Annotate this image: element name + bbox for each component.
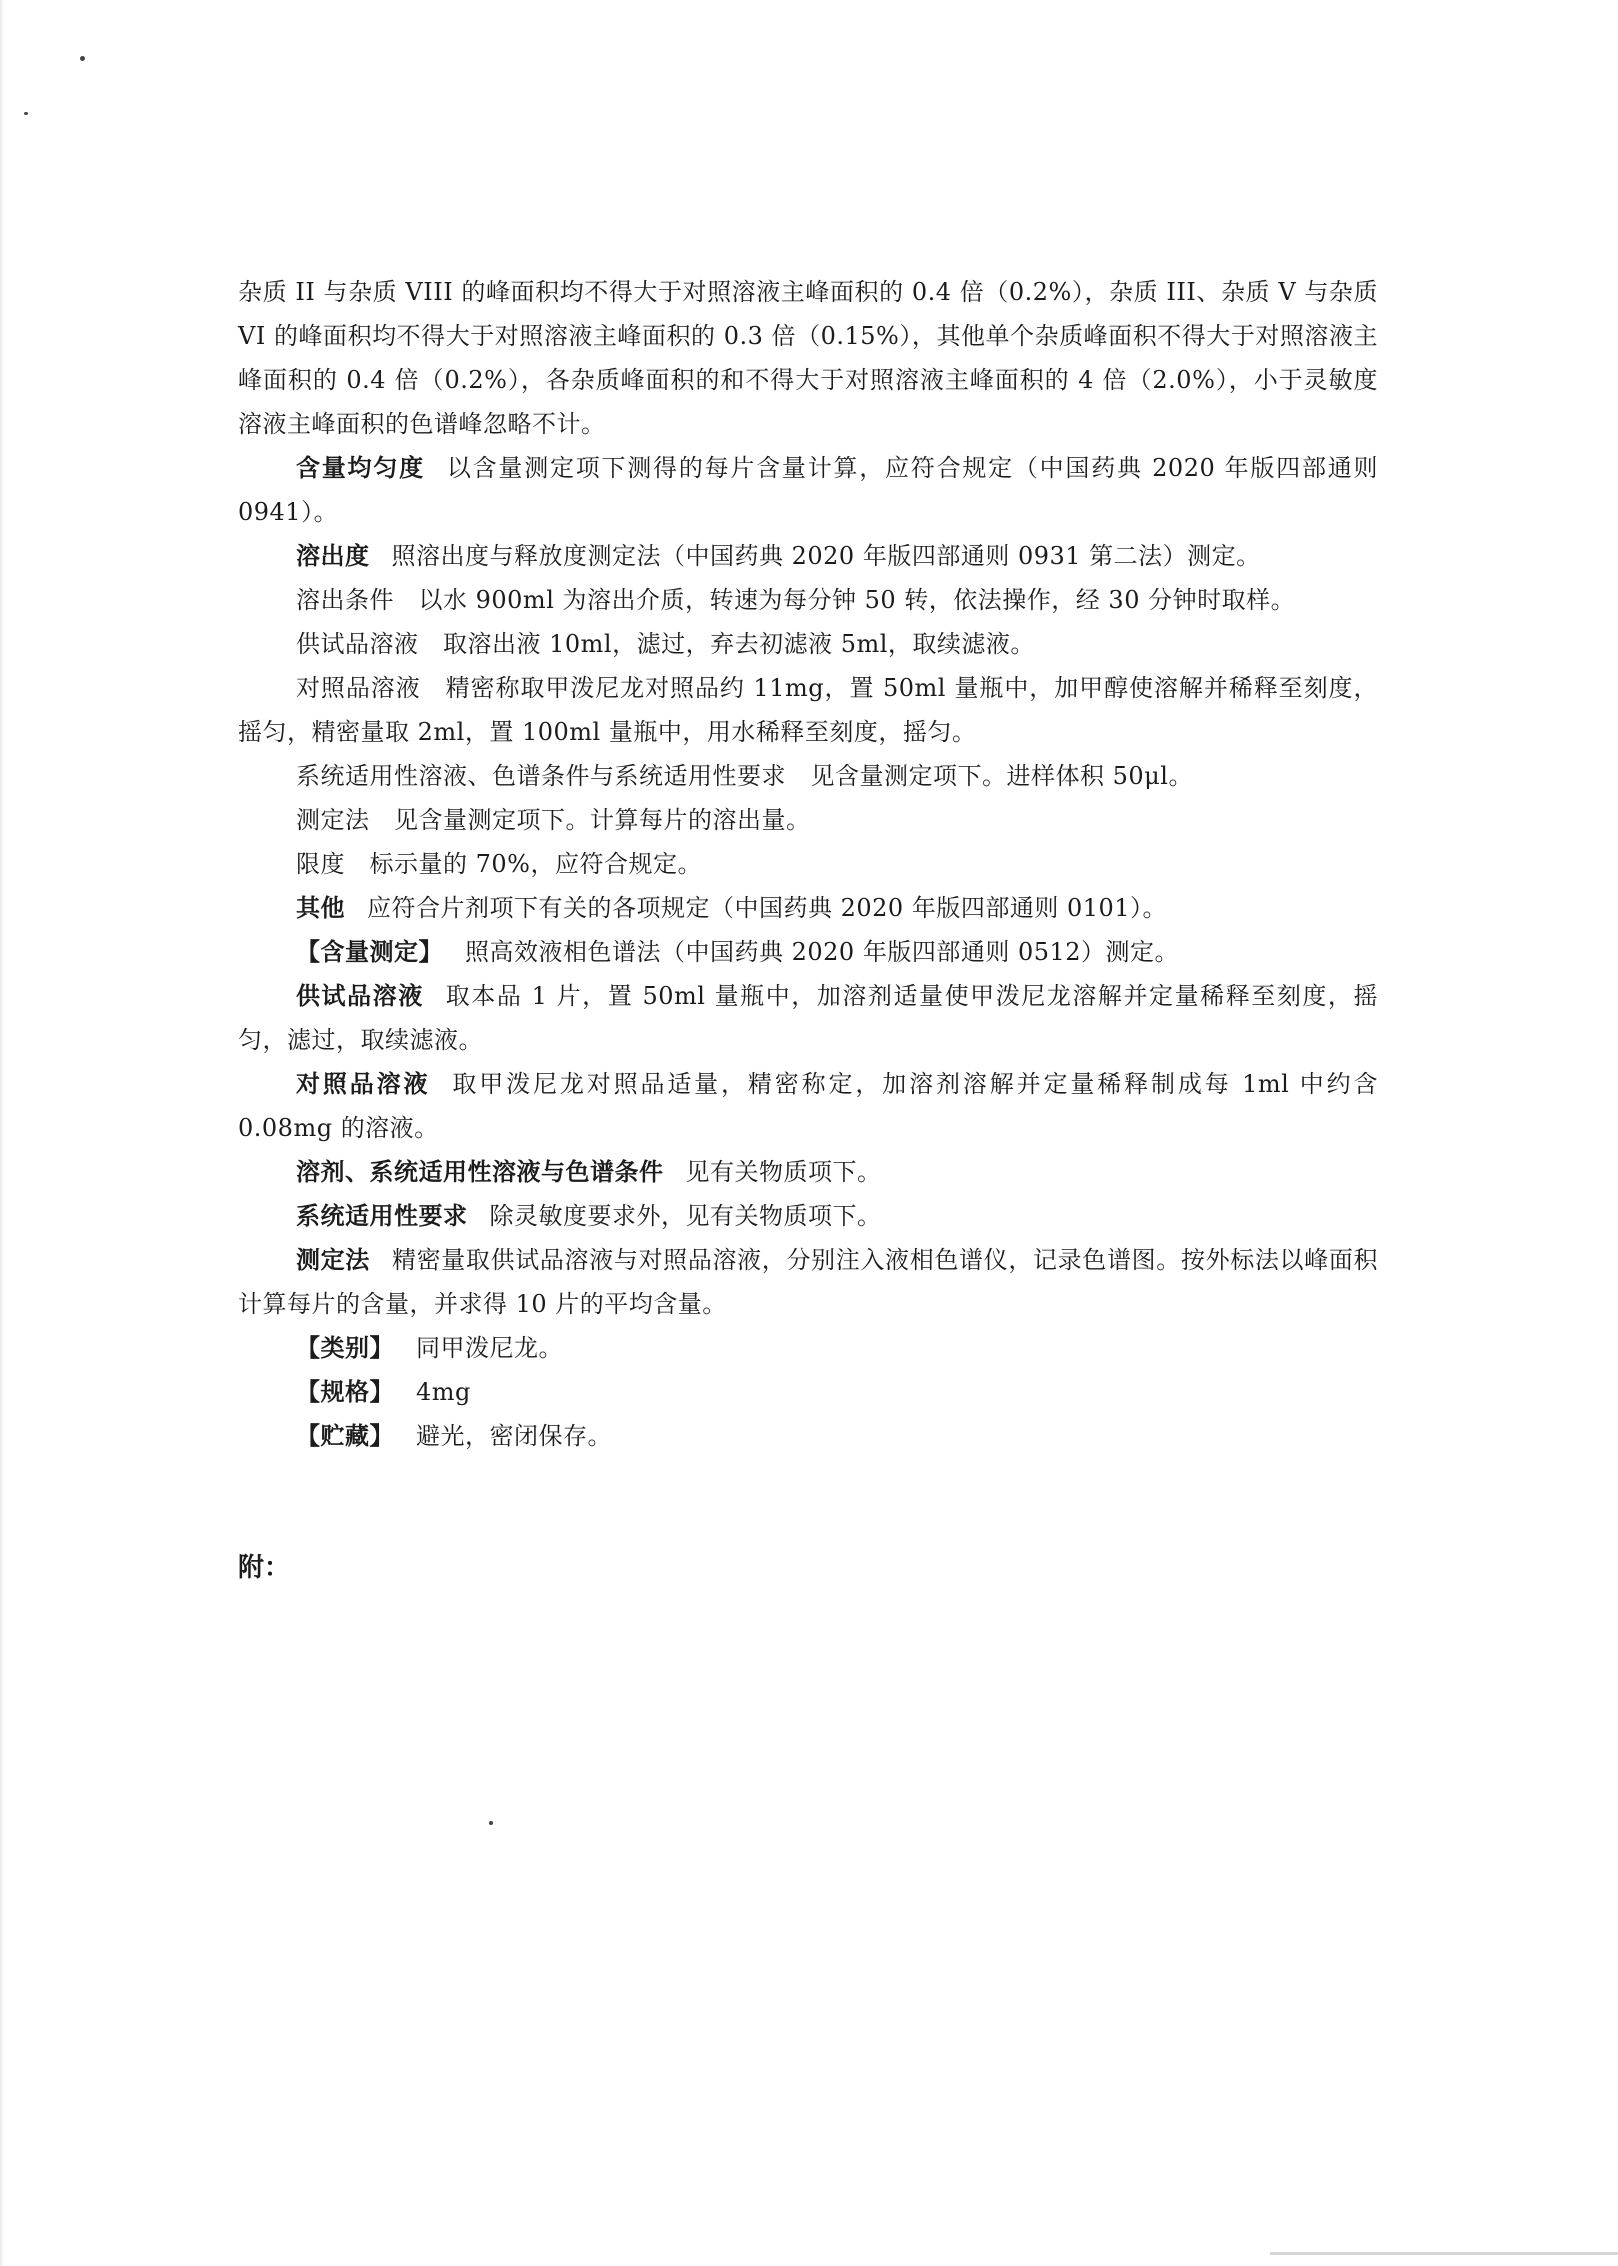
section-label: 其他	[296, 894, 345, 922]
paragraph-impurity-limits	[238, 270, 1378, 446]
section-label: 系统适用性要求	[296, 1202, 468, 1230]
paragraph-text: 溶出条件 以水 900ml 为溶出介质，转速为每分钟 50 转，依法操作，经 30 分钟时取样。	[296, 586, 1296, 614]
paragraph-text: 应符合片剂项下有关的各项规定（中国药典 2020 年版四部通则 0101）。	[367, 894, 1168, 922]
scan-edge-bottom	[1270, 2252, 1618, 2255]
paragraph-text: 4mg	[416, 1378, 471, 1406]
paragraph-dissolution-reference-solution	[238, 666, 1378, 754]
paragraph-text: 杂质 II 与杂质 VIII 的峰面积均不得大于对照溶液主峰面积的 0.4 倍（0.2%），杂质 III、杂质 V 与杂质 VI 的峰面积均不得大于对照溶液主峰面积的 0.3 倍（0.15%），其他单个杂质峰面积不得大于对照溶液主峰面积的 0.4 倍（0.2%），各杂质峰面积的和不得大于对照溶液主峰面积的 4 倍（2.0%），小于灵敏度溶液主峰面积的色谱峰忽略不计。	[238, 278, 1378, 438]
paragraph-text: 照溶出度与释放度测定法（中国药典 2020 年版四部通则 0931 第二法）测定。	[391, 542, 1261, 570]
paragraph-assay-test-solution	[238, 974, 1378, 1062]
paragraph-content-uniformity	[238, 446, 1378, 534]
scan-speck	[489, 1821, 493, 1825]
paragraph-dissolution-test-solution	[238, 622, 1378, 666]
paragraph-dissolution-system	[238, 754, 1378, 798]
section-label: 对照品溶液	[296, 1070, 431, 1098]
paragraph-dissolution	[238, 534, 1378, 578]
paragraph-text: 除灵敏度要求外，见有关物质项下。	[489, 1202, 882, 1230]
paragraph-assay-solvent	[238, 1150, 1378, 1194]
paragraph-others	[238, 886, 1378, 930]
paragraph-text: 测定法 见含量测定项下。计算每片的溶出量。	[296, 806, 811, 834]
paragraph-dissolution-limit	[238, 842, 1378, 886]
paragraph-text: 照高效液相色谱法（中国药典 2020 年版四部通则 0512）测定。	[465, 938, 1180, 966]
paragraph-category	[238, 1326, 1378, 1370]
paragraph-text: 同甲泼尼龙。	[416, 1334, 563, 1362]
paragraph-assay-reference-solution	[238, 1062, 1378, 1150]
paragraph-dissolution-conditions	[238, 578, 1378, 622]
section-label: 【类别】	[296, 1334, 394, 1362]
appendix-label: 附：	[238, 1553, 291, 1583]
section-label: 供试品溶液	[296, 982, 424, 1010]
section-label: 【规格】	[296, 1378, 394, 1406]
paragraph-text: 取甲泼尼龙对照品适量，精密称定，加溶剂溶解并定量稀释制成每 1ml 中约含 0.08mg 的溶液。	[238, 1070, 1379, 1142]
paragraph-text: 系统适用性溶液、色谱条件与系统适用性要求 见含量测定项下。进样体积 50μl。	[296, 762, 1193, 790]
section-label: 溶剂、系统适用性溶液与色谱条件	[296, 1158, 664, 1186]
paragraph-specification	[238, 1370, 1378, 1414]
scan-edge	[0, 0, 4, 2266]
paragraph-text: 对照品溶液 精密称取甲泼尼龙对照品约 11mg，置 50ml 量瓶中，加甲醇使溶解并稀释至刻度，摇匀，精密量取 2ml，置 100ml 量瓶中，用水稀释至刻度，摇匀。	[238, 674, 1378, 746]
paragraph-storage	[238, 1414, 1378, 1458]
paragraph-text: 限度 标示量的 70%，应符合规定。	[296, 850, 702, 878]
section-label: 【含量测定】	[296, 938, 443, 966]
section-label: 溶出度	[296, 542, 370, 570]
paragraph-dissolution-method	[238, 798, 1378, 842]
section-label: 测定法	[296, 1246, 370, 1274]
paragraph-text: 见有关物质项下。	[685, 1158, 882, 1186]
paragraph-text: 取本品 1 片，置 50ml 量瓶中，加溶剂适量使甲泼尼龙溶解并定量稀释至刻度，摇匀，滤过，取续滤液。	[238, 982, 1378, 1054]
scan-speck	[24, 112, 28, 115]
paragraph-assay-method	[238, 1238, 1378, 1326]
paragraph-text: 避光，密闭保存。	[416, 1422, 612, 1450]
section-label: 含量均匀度	[296, 454, 425, 482]
paragraph-text: 精密量取供试品溶液与对照品溶液，分别注入液相色谱仪，记录色谱图。按外标法以峰面积计算每片的含量，并求得 10 片的平均含量。	[238, 1246, 1379, 1318]
paragraph-text: 以含量测定项下测得的每片含量计算，应符合规定（中国药典 2020 年版四部通则 0941）。	[238, 454, 1378, 526]
paragraph-assay-system-requirements	[238, 1194, 1378, 1238]
document-body	[238, 270, 1378, 1458]
section-label: 【贮藏】	[296, 1422, 394, 1450]
scan-speck	[80, 56, 85, 61]
paragraph-text: 供试品溶液 取溶出液 10ml，滤过，弃去初滤液 5ml，取续滤液。	[296, 630, 1035, 658]
paragraph-assay	[238, 930, 1378, 974]
